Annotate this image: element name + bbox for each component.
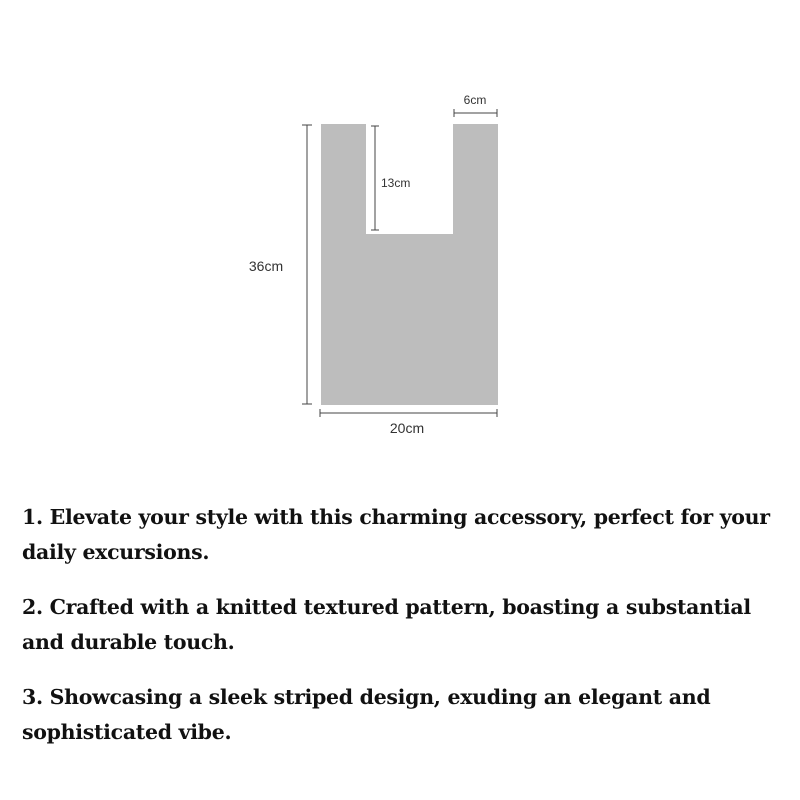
cutout-depth-dimension-line [371,126,379,230]
height-label: 36cm [248,258,284,274]
feature-point-3: 3. Showcasing a sleek striped design, exuding an elegant and sophisticated vibe. [22,685,711,744]
feature-point-1: 1. Elevate your style with this charming accessory, perfect for your daily excursions. [22,505,770,564]
feature-point-2: 2. Crafted with a knitted textured pattern, boasting a substantial and durable touch. [22,595,751,654]
handle-width-dimension-line [454,109,497,117]
handle-width-label: 6cm [463,93,487,107]
width-dimension-line [320,409,497,417]
width-label: 20cm [389,420,425,436]
height-dimension-line [302,125,312,404]
cutout-depth-label: 13cm [381,176,411,190]
feature-list [22,500,792,770]
bag-silhouette [321,124,498,405]
